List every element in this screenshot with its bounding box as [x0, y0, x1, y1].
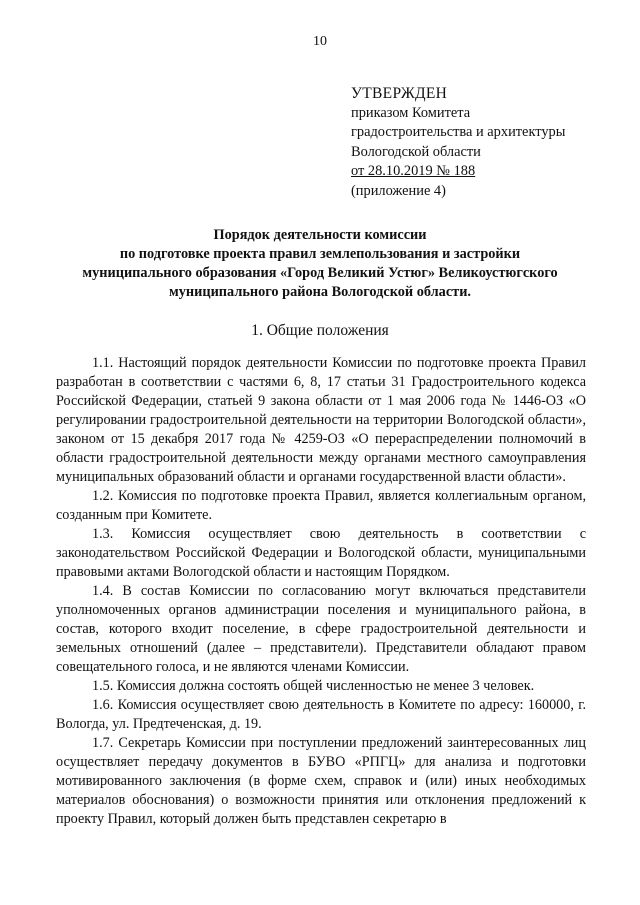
title-line-1: Порядок деятельности комиссии — [213, 227, 427, 243]
title-line-2: по подготовке проекта правил землепользования и застройки — [119, 246, 521, 262]
document-title — [40, 226, 600, 302]
approval-heading: УТВЕРЖДЕН — [351, 85, 448, 102]
paragraph-1-5: 1.5. Комиссия должна состоять общей численностью не менее 3 человек. — [92, 678, 535, 694]
approval-appendix: (приложение 4) — [351, 182, 446, 199]
approval-block — [351, 84, 565, 201]
title-line-3: муниципального образования «Город Великий Устюг» Великоустюгского — [82, 265, 558, 281]
paragraph-1-1: 1.1. Настоящий порядок деятельности Комиссии по подготовке проекта Правил разработан в соответствии с частями 6, 8, 17 статьи 31 Градостроительного кодекса Российской Федерации, статьей 9 закона области от 1 мая 2006 года № 1446-ОЗ «О регулировании градостроительной деятельности на территории Вологодской области», законом от 15 декабря 2017 года № 4259-ОЗ «О перераспределении полномочий в области градостроительной деятельности между органами местного самоуправления муниципальных образований области и органами государственной власти области». — [56, 355, 586, 485]
approval-order-number: от 28.10.2019 № 188 — [351, 163, 476, 179]
title-line-4: муниципального района Вологодской области. — [168, 284, 472, 300]
paragraph-1-3: 1.3. Комиссия осуществляет свою деятельность в соответствии с законодательством Российской Федерации и Вологодской области, муниципальными правовыми актами Вологодской области и настоящим Порядком. — [56, 526, 586, 580]
approval-line-1: приказом Комитета — [351, 104, 471, 121]
document-body — [56, 354, 586, 829]
paragraph-1-2: 1.2. Комиссия по подготовке проекта Правил, является коллегиальным органом, созданным при Комитете. — [56, 488, 586, 523]
page-number: 10 — [313, 34, 327, 49]
paragraph-1-4: 1.4. В состав Комиссии по согласованию могут включаться представители уполномоченных органов администрации поселения и муниципального района, в состав, которого входит поселение, в сфере градостроительной деятельности и земельных отношений (далее – представители). Представители обладают правом совещательного голоса, и не являются членами Комиссии. — [56, 583, 586, 675]
section-heading: 1. Общие положения — [251, 322, 389, 339]
paragraph-1-6: 1.6. Комиссия осуществляет свою деятельность в Комитете по адресу: 160000, г. Вологда, ул. Предтеченская, д. 19. — [56, 697, 586, 732]
approval-line-3: Вологодской области — [351, 143, 481, 160]
paragraph-1-7: 1.7. Секретарь Комиссии при поступлении предложений заинтересованных лиц осуществляет передачу документов в БУВО «РПГЦ» для анализа и подготовки мотивированного заключения (в форме схем, справок и (или) иных необходимых материалов обоснования) о возможности принятия или отклонения предложений к проекту Правил, который должен быть представлен секретарю в — [56, 735, 586, 827]
approval-line-2: градостроительства и архитектуры — [351, 124, 566, 140]
